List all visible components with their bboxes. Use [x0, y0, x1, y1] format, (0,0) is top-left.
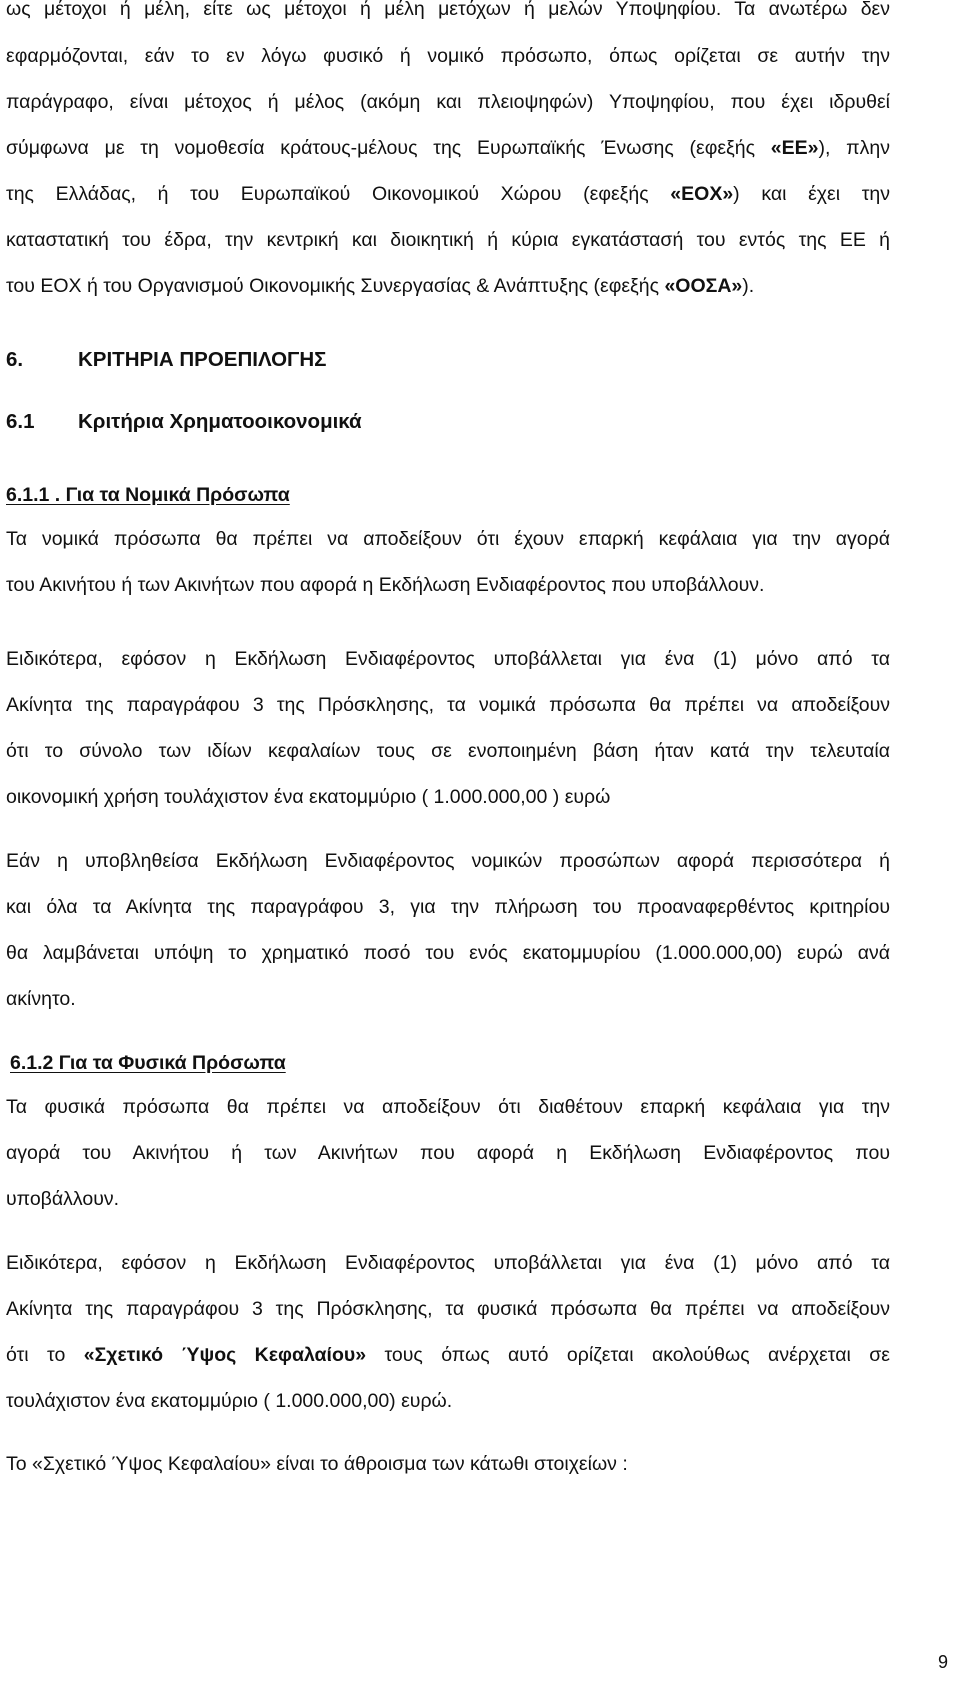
section-6-1-number: 6.1	[6, 410, 35, 433]
s612-p1-line-2: αγορά του Ακινήτου ή των Ακινήτων που αφορά η Εκδήλωση Ενδιαφέροντος που	[6, 1142, 890, 1164]
section-6-title: ΚΡΙΤΗΡΙΑ ΠΡΟΕΠΙΛΟΓΗΣ	[78, 348, 327, 371]
s611-p3-line-4: ακίνητο.	[6, 988, 76, 1010]
intro-line-3: παράγραφο, είναι μέτοχος ή μέλος (ακόμη και πλειοψηφών) Υποψηφίου, που έχει ιδρυθεί	[6, 91, 890, 113]
section-6-1-2-heading: 6.1.2 Για τα Φυσικά Πρόσωπα	[10, 1052, 286, 1074]
section-6-1-heading	[6, 409, 890, 435]
abbr-eox: «ΕΟΧ»	[670, 183, 734, 205]
s612-p2-line-1: Ειδικότερα, εφόσον η Εκδήλωση Ενδιαφέροντος υποβάλλεται για ένα (1) μόνο από τα	[6, 1252, 890, 1274]
s612-p1-line-1: Τα φυσικά πρόσωπα θα πρέπει να αποδείξουν ότι διαθέτουν επαρκή κεφάλαια για την	[6, 1096, 890, 1118]
intro-line-5-tail: ) και έχει την	[733, 183, 890, 205]
s611-p3-line-2: και όλα τα Ακίνητα της παραγράφου 3, για την πλήρωση του προαναφερθέντος κριτηρίου	[6, 896, 890, 918]
s611-p2-line-4: οικονομική χρήση τουλάχιστον ένα εκατομμύριο ( 1.000.000,00 ) ευρώ	[6, 786, 611, 808]
section-6-1-title: Κριτήρια Χρηματοοικονομικά	[78, 410, 362, 433]
intro-line-5-text: της Ελλάδας, ή του Ευρωπαϊκού Οικονομικού Χώρου (εφεξής	[6, 183, 671, 205]
s611-p1-line-2: του Ακινήτου ή των Ακινήτων που αφορά η Εκδήλωση Ενδιαφέροντος που υποβάλλουν.	[6, 574, 765, 596]
intro-line-4-tail: ), πλην	[818, 137, 890, 159]
intro-line-7-tail: ).	[742, 275, 755, 297]
s611-p1-line-1: Τα νομικά πρόσωπα θα πρέπει να αποδείξουν ότι έχουν επαρκή κεφάλαια για την αγορά	[6, 528, 890, 550]
intro-line-4-text: σύμφωνα με τη νομοθεσία κράτους-μέλους της Ευρωπαϊκής Ένωσης (εφεξής	[6, 137, 771, 159]
intro-line-7-text: του ΕΟΧ ή του Οργανισμού Οικονομικής Συνεργασίας & Ανάπτυξης (εφεξής	[6, 275, 665, 297]
s611-p2-line-2: Ακίνητα της παραγράφου 3 της Πρόσκλησης, τα νομικά πρόσωπα θα πρέπει να αποδείξουν	[6, 694, 890, 716]
abbr-oosa: «ΟΟΣΑ»	[664, 275, 743, 297]
s611-p3-line-1: Εάν η υποβληθείσα Εκδήλωση Ενδιαφέροντος νομικών προσώπων αφορά περισσότερα ή	[6, 850, 890, 872]
section-6-number: 6.	[6, 348, 24, 371]
intro-line-2: εφαρμόζονται, εάν το εν λόγω φυσικό ή νομικό πρόσωπο, όπως ορίζεται σε αυτήν την	[6, 45, 890, 67]
s612-p1-line-3: υποβάλλουν.	[6, 1188, 120, 1210]
intro-line-4	[6, 135, 890, 161]
s612-p3-line-1: Το «Σχετικό Ύψος Κεφαλαίου» είναι το άθροισμα των κάτωθι στοιχείων :	[6, 1453, 628, 1475]
s611-p2-line-3: ότι το σύνολο των ιδίων κεφαλαίων τους σε ενοποιημένη βάση ήταν κατά την τελευταία	[6, 740, 890, 762]
s611-p3-line-3: θα λαμβάνεται υπόψη το χρηματικό ποσό του ενός εκατομμυρίου (1.000.000,00) ευρώ ανά	[6, 942, 890, 964]
abbr-ee: «ΕΕ»	[770, 137, 819, 159]
section-6-1-1-heading: 6.1.1 . Για τα Νομικά Πρόσωπα	[6, 484, 290, 506]
s612-p2-line-3	[6, 1342, 890, 1368]
intro-line-5	[6, 181, 890, 207]
s612-p2-line-2: Ακίνητα της παραγράφου 3 της Πρόσκλησης, τα φυσικά πρόσωπα θα πρέπει να αποδείξουν	[6, 1298, 890, 1320]
intro-line-1: ως μέτοχοι ή μέλη, είτε ως μέτοχοι ή μέλη μετόχων ή μελών Υποψηφίου. Τα ανωτέρω δεν	[6, 0, 890, 20]
section-6-heading	[6, 347, 890, 373]
intro-line-6: καταστατική του έδρα, την κεντρική και διοικητική ή κύρια εγκατάστασή του εντός της ΕΕ ή	[6, 229, 890, 251]
s611-p2-line-1: Ειδικότερα, εφόσον η Εκδήλωση Ενδιαφέροντος υποβάλλεται για ένα (1) μόνο από τα	[6, 648, 890, 670]
s612-p2-line-3-tail: τους όπως αυτό ορίζεται ακολούθως ανέρχεται σε	[366, 1344, 890, 1366]
relative-capital-term: «Σχετικό Ύψος Κεφαλαίου»	[83, 1344, 367, 1366]
s612-p2-line-4: τουλάχιστον ένα εκατομμύριο ( 1.000.000,00) ευρώ.	[6, 1390, 453, 1412]
page-number: 9	[937, 1652, 948, 1672]
s612-p2-line-3-text: ότι το	[6, 1344, 84, 1366]
intro-line-7	[6, 273, 890, 299]
